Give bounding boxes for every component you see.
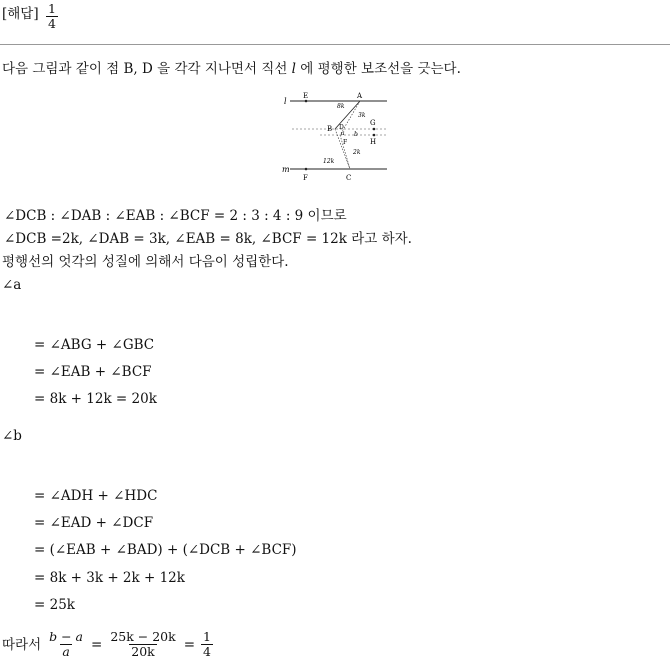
label-c: C <box>346 174 352 182</box>
label-h: H <box>370 138 377 146</box>
property-line: 평행선의 엇각의 성질에 의해서 다음이 성립한다. <box>2 254 289 270</box>
fraction-numerator: 1 <box>203 629 211 644</box>
label-12k: 12k <box>323 158 335 165</box>
equals-sign: = <box>91 636 103 653</box>
label-d: D <box>339 124 344 131</box>
angle-b-step: = 25k <box>34 597 75 613</box>
fraction-numerator: 25k − 20k <box>110 629 176 644</box>
fraction-denominator: 20k <box>131 644 155 659</box>
define-line: ∠DCB =2k, ∠DAB = 3k, ∠EAB = 8k, ∠BCF = 12k 라고 하자. <box>4 231 412 247</box>
angle-b-step: = 8k + 3k + 2k + 12k <box>34 570 185 586</box>
answer-fraction <box>46 2 58 31</box>
label-b: B <box>327 125 333 133</box>
angle-a-step: = 8k + 12k = 20k <box>34 391 157 407</box>
intro-line-symbol: l <box>291 61 296 77</box>
fraction-denominator: a <box>62 644 70 659</box>
angle-b-step: = ∠ADH + ∠HDC <box>34 488 158 504</box>
conclusion-prefix: 따라서 <box>2 636 42 653</box>
intro-text <box>2 61 461 77</box>
label-e: E <box>303 92 309 100</box>
point-g <box>373 128 376 131</box>
label-3k: 3k <box>358 112 366 119</box>
fraction-b-minus-a-over-a <box>47 630 85 659</box>
equals-sign: = <box>183 636 196 653</box>
label-g: G <box>370 119 376 127</box>
angle-b-step: = (∠EAB + ∠BAD) + (∠DCB + ∠BCF) <box>34 542 297 558</box>
geometry-figure <box>280 88 392 184</box>
angle-b-head: ∠b <box>2 428 22 444</box>
fraction-25k-minus-20k-over-20k <box>108 630 177 659</box>
fraction-one-quarter <box>201 630 213 659</box>
ratio-line: ∠DCB : ∠DAB : ∠EAB : ∠BCF = 2 : 3 : 4 : 9 이므로 <box>4 208 347 224</box>
answer-numerator: 1 <box>48 1 56 16</box>
label-angle-a: a <box>341 130 345 137</box>
answer-line <box>2 6 39 22</box>
fraction-denominator: 4 <box>203 644 211 659</box>
intro-before: 다음 그림과 같이 점 B, D 을 각각 지나면서 직선 <box>2 61 292 77</box>
angle-b-step: = ∠EAD + ∠DCF <box>34 515 154 531</box>
angle-a-head: ∠a <box>2 277 22 293</box>
conclusion-line <box>2 630 213 659</box>
intro-after: 에 평행한 보조선을 긋는다. <box>295 61 461 77</box>
section-divider <box>0 44 670 45</box>
answer-denominator: 4 <box>48 16 56 31</box>
label-m: m <box>282 165 290 174</box>
label-l: l <box>284 97 287 106</box>
label-f-angle: F <box>343 139 348 146</box>
point-f <box>305 168 308 171</box>
answer-label: [해답] <box>2 6 39 22</box>
fraction-numerator: b − a <box>49 629 83 644</box>
label-2k: 2k <box>353 149 361 156</box>
angle-a-step: = ∠EAB + ∠BCF <box>34 364 152 380</box>
point-e <box>305 100 308 103</box>
angle-a-step: = ∠ABG + ∠GBC <box>34 337 155 353</box>
point-h <box>373 134 376 137</box>
label-f: F <box>303 174 308 182</box>
label-angle-b: b <box>354 131 358 138</box>
label-a: A <box>357 92 363 100</box>
label-8k: 8k <box>337 103 345 110</box>
